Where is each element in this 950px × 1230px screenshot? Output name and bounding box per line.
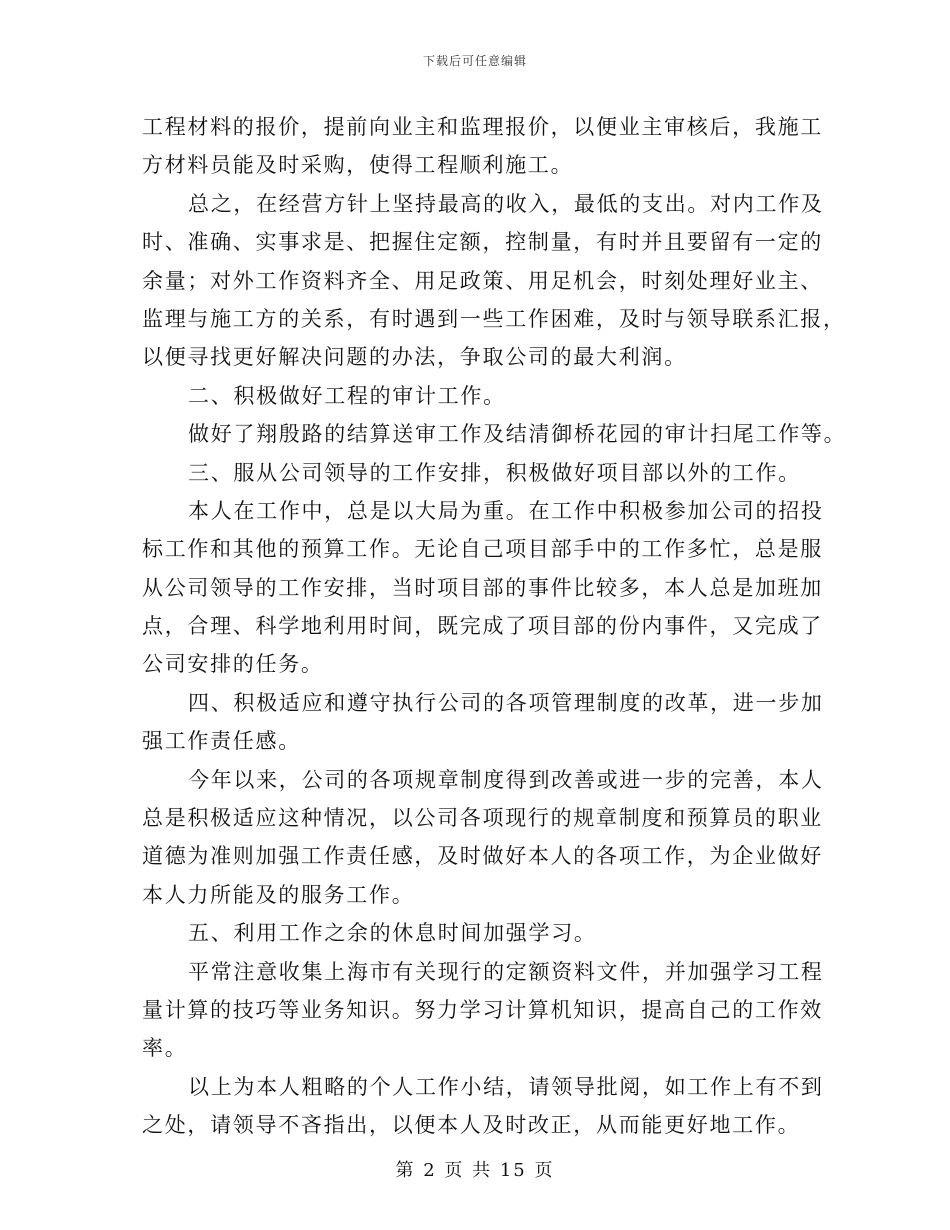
text-line: 率。 [142,1036,188,1061]
text-line: 平常注意收集上海市有关现行的定额资料文件，并加强学习工程 [188,959,824,984]
text-line: 三、服从公司领导的工作安排，积极做好项目部以外的工作。 [188,460,801,485]
text-line: 量计算的技巧等业务知识。努力学习计算机知识，提高自己的工作效 [142,997,823,1022]
text-line: 从公司领导的工作安排，当时项目部的事件比较多，本人总是加班加 [142,575,823,600]
text-line: 之处，请领导不吝指出，以便本人及时改正，从而能更好地工作。 [142,1113,801,1138]
page-footer: 第 2 页 共 15 页 [395,1160,555,1181]
text-line: 本人在工作中，总是以大局为重。在工作中积极参加公司的招投 [188,498,824,523]
text-line: 道德为准则加强工作责任感，及时做好本人的各项工作，为企业做好 [142,844,823,869]
text-line: 总之，在经营方针上坚持最高的收入，最低的支出。对内工作及 [188,191,824,216]
text-line: 工程材料的报价，提前向业主和监理报价，以便业主审核后，我施工 [142,115,823,139]
text-line: 以上为本人粗略的个人工作小结，请领导批阅，如工作上有不到 [188,1074,824,1099]
text-line: 标工作和其他的预算工作。无论自己项目部手中的工作多忙，总是服 [142,537,823,562]
document-body [142,108,847,1145]
text-line: 余量；对外工作资料齐全、用足政策、用足机会，时刻处理好业主、 [142,268,823,293]
page-header: 下载后可任意编辑 [422,54,527,68]
text-line: 点，合理、科学地利用时间，既完成了项目部的份内事件，又完成了 [142,614,823,639]
text-line: 做好了翔殷路的结算送审工作及结清御桥花园的审计扫尾工作等。 [188,422,847,447]
text-line: 以便寻找更好解决问题的办法，争取公司的最大利润。 [142,345,687,370]
text-line: 二、积极做好工程的审计工作。 [188,383,506,408]
text-line: 强工作责任感。 [142,729,301,754]
text-line: 四、积极适应和遵守执行公司的各项管理制度的改革，进一步加 [188,690,824,715]
text-line: 本人力所能及的服务工作。 [142,882,415,907]
text-line: 监理与施工方的关系，有时遇到一些工作困难，及时与领导联系汇报， [142,306,846,331]
text-line: 方材料员能及时采购，使得工程顺利施工。 [142,153,574,178]
text-line: 今年以来，公司的各项规章制度得到改善或进一步的完善，本人 [188,767,824,792]
text-line: 公司安排的任务。 [142,652,324,677]
text-line: 时、准确、实事求是、把握住定额，控制量，有时并且要留有一定的 [142,230,823,255]
text-line: 五、利用工作之余的休息时间加强学习。 [188,921,597,946]
text-line: 总是积极适应这种情况，以公司各项现行的规章制度和预算员的职业 [142,806,823,831]
